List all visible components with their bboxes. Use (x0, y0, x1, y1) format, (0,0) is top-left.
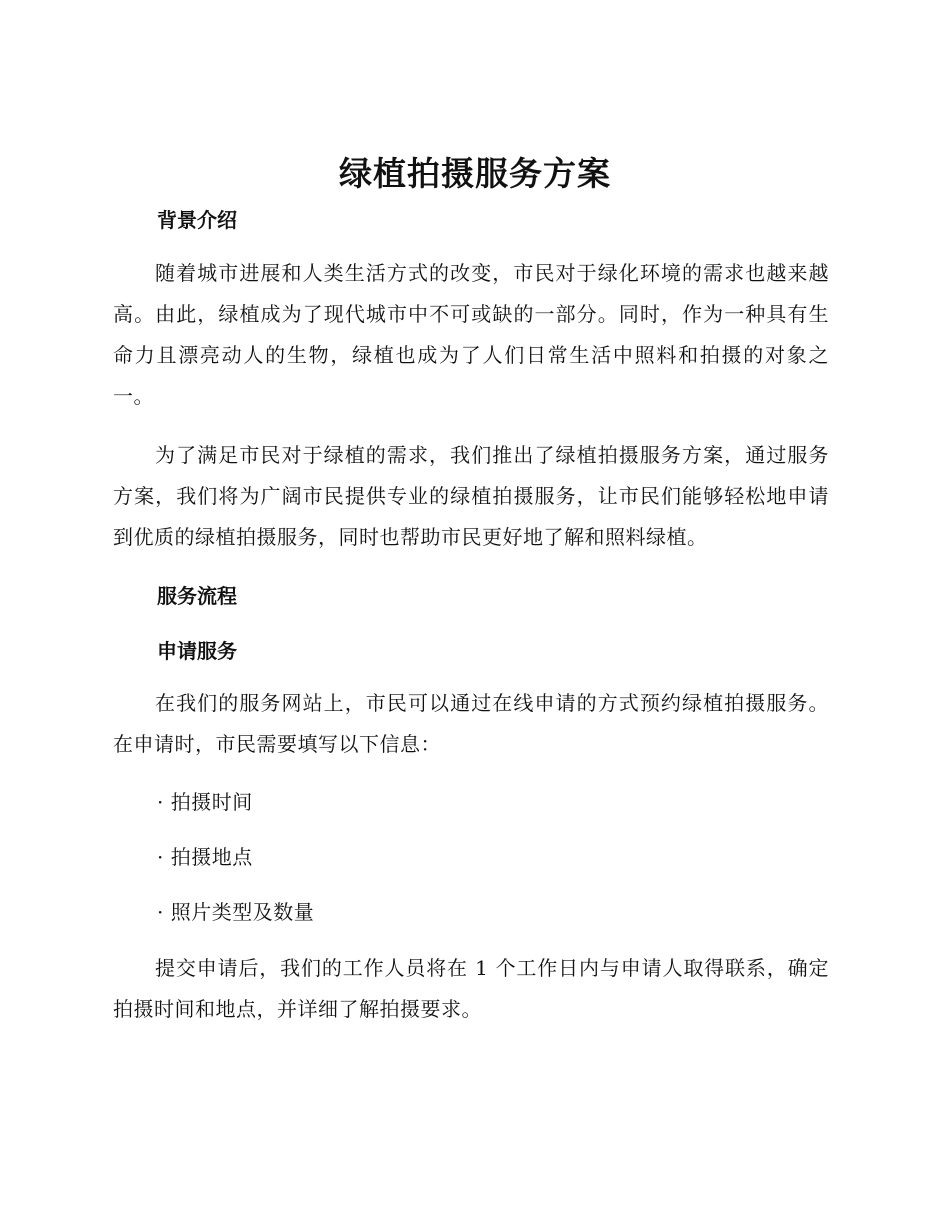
section-heading-background: 背景介绍 (157, 208, 237, 232)
paragraph-background-2: 为了满足市民对于绿植的需求，我们推出了绿植拍摄服务方案，通过服务方案，我们将为广阔市民提供专业的绿植拍摄服务，让市民们能够轻松地申请到优质的绿植拍摄服务，同时也帮助市民更好地了解和照料绿植。 (113, 443, 829, 549)
section-heading-process: 服务流程 (157, 584, 237, 608)
paragraph-apply-1: 在我们的服务网站上，市民可以通过在线申请的方式预约绿植拍摄服务。在申请时，市民需要填写以下信息： (113, 691, 829, 756)
document-title: 绿植拍摄服务方案 (339, 154, 611, 193)
paragraph-apply-2: 提交申请后，我们的工作人员将在 1 个工作日内与申请人取得联系，确定拍摄时间和地点，并详细了解拍摄要求。 (113, 956, 829, 1021)
list-item-shoot-time: · 拍摄时间 (157, 790, 253, 814)
list-item-shoot-location: · 拍摄地点 (157, 845, 253, 869)
list-item-photo-type-quantity: · 照片类型及数量 (157, 900, 315, 924)
paragraph-background-1: 随着城市进展和人类生活方式的改变，市民对于绿化环境的需求也越来越高。由此，绿植成为了现代城市中不可或缺的一部分。同时，作为一种具有生命力且漂亮动人的生物，绿植也成为了人们日常生活中照料和拍摄的对象之一。 (113, 261, 829, 408)
section-heading-apply: 申请服务 (157, 639, 237, 663)
